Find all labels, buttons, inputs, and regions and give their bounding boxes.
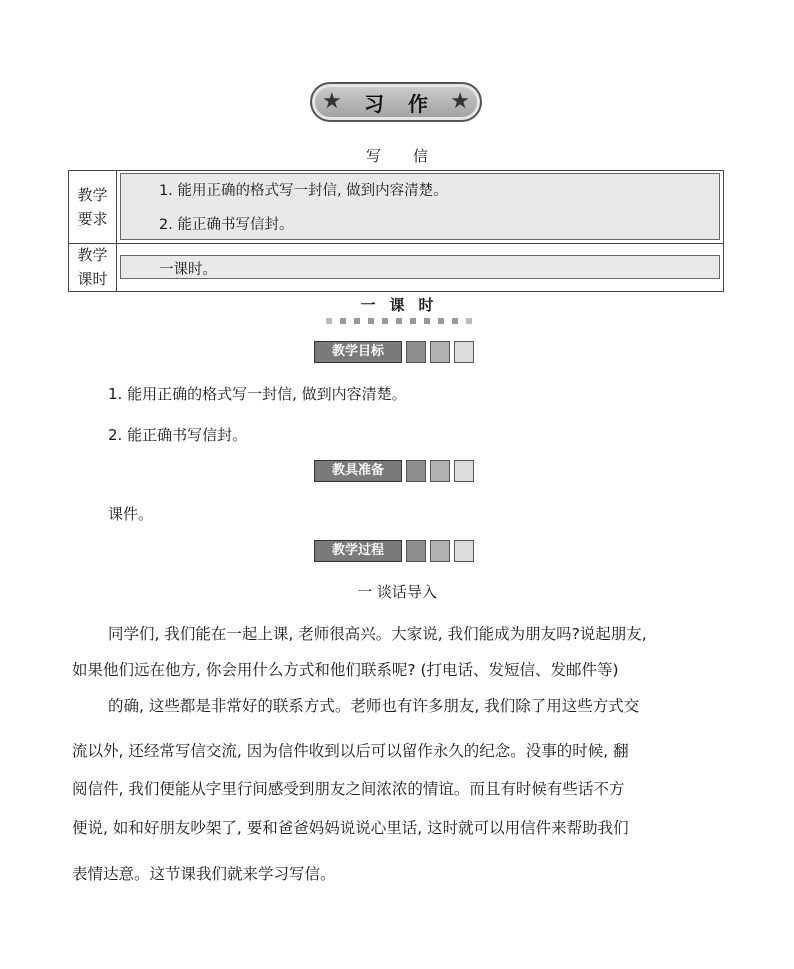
body-line: 的确, 这些都是非常好的联系方式。老师也有许多朋友, 我们除了用这些方式交 bbox=[108, 697, 640, 715]
hours-label: 教学课时 bbox=[77, 246, 108, 288]
requirements-row bbox=[69, 171, 723, 244]
dotted-divider bbox=[326, 316, 472, 326]
hours-cell bbox=[120, 255, 720, 279]
info-table bbox=[68, 170, 724, 292]
body-line: 流以外, 还经常写信交流, 因为信件收到以后可以留作永久的纪念。没事的时候, 翻 bbox=[72, 742, 629, 760]
body-line: 表情达意。这节课我们就来学习写信。 bbox=[72, 865, 336, 883]
star-icon: ★ bbox=[322, 89, 342, 114]
star-icon: ★ bbox=[450, 89, 470, 114]
lesson-heading bbox=[0, 294, 794, 315]
lesson-title: 一课时 bbox=[360, 296, 448, 314]
step-title: 一 谈话导入 bbox=[357, 583, 437, 601]
hours-row bbox=[69, 243, 723, 291]
section-tag: 教学目标 bbox=[314, 341, 402, 363]
body-line: 便说, 如和好朋友吵架了, 要和爸爸妈妈说说心里话, 这时就可以用信件来帮助我们 bbox=[72, 819, 629, 837]
title-banner bbox=[310, 82, 482, 122]
section-tag: 教具准备 bbox=[314, 460, 402, 482]
prep-text: 课件。 bbox=[108, 505, 154, 523]
subtitle: 写信 bbox=[365, 147, 460, 165]
banner-title: 习作 bbox=[364, 91, 452, 116]
hours-label-cell bbox=[69, 243, 117, 291]
goal-item: 2. 能正确书写信封。 bbox=[108, 426, 248, 444]
body-line: 同学们, 我们能在一起上课, 老师很高兴。大家说, 我们能成为朋友吗?说起朋友, bbox=[108, 625, 647, 643]
hours-value: 一课时。 bbox=[159, 262, 217, 278]
section-tag: 教学过程 bbox=[314, 540, 402, 562]
requirement-item: 1. 能用正确的格式写一封信, 做到内容清楚。 bbox=[159, 183, 448, 199]
body-line: 阅信件, 我们便能从字里行间感受到朋友之间浓浓的情谊。而且有时候有些话不方 bbox=[72, 780, 625, 798]
goal-item: 1. 能用正确的格式写一封信, 做到内容清楚。 bbox=[108, 385, 407, 403]
body-line: 如果他们远在他方, 你会用什么方式和他们联系呢? (打电话、发短信、发邮件等) bbox=[72, 661, 619, 679]
requirement-item: 2. 能正确书写信封。 bbox=[159, 217, 294, 233]
requirements-label-cell bbox=[69, 171, 117, 243]
requirements-cell bbox=[120, 173, 720, 240]
requirements-label: 教学要求 bbox=[77, 186, 108, 228]
section-header-goals bbox=[314, 341, 482, 363]
section-header-process bbox=[314, 540, 482, 562]
section-header-prep bbox=[314, 460, 482, 482]
